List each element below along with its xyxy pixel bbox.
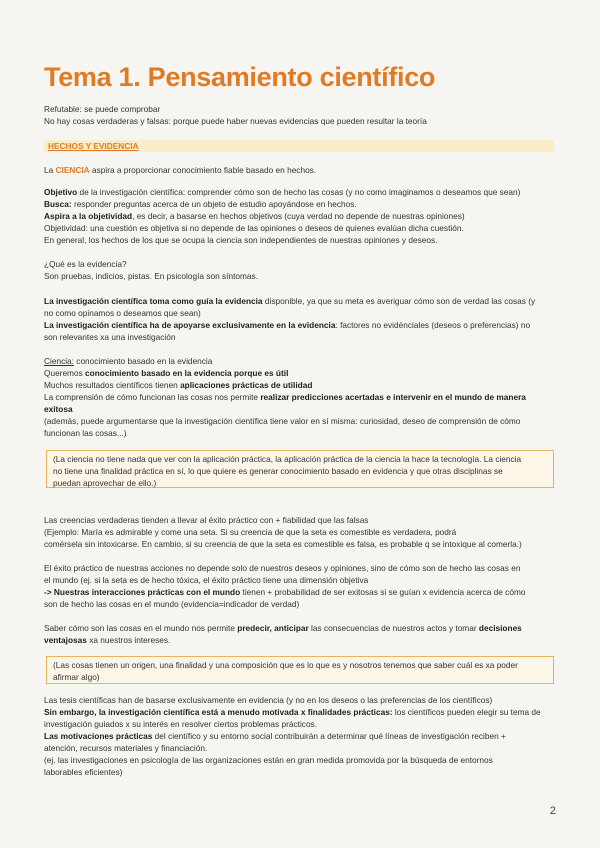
- text-span: los científicos pueden elegir su tema de: [392, 707, 541, 717]
- paragraph-line: [44, 563, 520, 573]
- text-span: Queremos: [44, 368, 86, 378]
- text-span: conocimiento basado en la evidencia: [73, 356, 213, 366]
- paragraph-line: [44, 755, 493, 765]
- paragraph-line: [44, 211, 465, 221]
- text-span: las consecuencias de nuestros actos y tomar: [308, 623, 479, 633]
- paragraph-line: [44, 428, 127, 438]
- bold-term: realizar predicciones acertadas e intervenir en el mundo de manera: [260, 392, 526, 402]
- bold-term: conocimiento basado en la evidencia porque es útil: [85, 368, 289, 378]
- text-span: del científico y su entorno social contribuirán a determinar qué líneas de investigación reciben +: [152, 731, 506, 741]
- paragraph-line: comérsela sin intoxicarse. En cambio, si su creencia de que la seta es comestible es falsa, es probable q se intoxique al comerla.): [44, 539, 522, 549]
- note-line: no tiene una finalidad práctica en sí, lo que quiere es generar conocimiento basado en evidencia y que otras disciplinas se: [53, 466, 503, 476]
- paragraph-line: Las creencias verdaderas tienden a llevar al éxito práctico con + fiabilidad que las falsas: [44, 515, 369, 525]
- paragraph-line: [44, 635, 170, 645]
- paragraph-line: [44, 707, 541, 717]
- underlined-term: Ciencia:: [44, 356, 74, 366]
- text-span: Saber cómo son las cosas en el mundo nos permite: [44, 623, 238, 633]
- paragraph-line: [44, 416, 520, 426]
- text-span: laborables eficientes): [44, 767, 123, 777]
- text-span: aspira a proporcionar conocimiento fiable basado en hechos.: [89, 165, 317, 175]
- text-span: de la investigación científica: comprender cómo son de hecho las cosas (y no como imaginamos o deseamos que sean): [77, 187, 521, 197]
- bold-term: ventajosas: [44, 635, 87, 645]
- paragraph-line: Son pruebas, indicios, pistas. En psicología son síntomas.: [44, 271, 258, 281]
- paragraph-line: [44, 199, 357, 209]
- text-span: La comprensión de cómo funcionan las cosas nos permite: [44, 392, 261, 402]
- paragraph-line: [44, 392, 526, 402]
- paragraph-ciencia: [44, 165, 316, 175]
- paragraph-line: [44, 731, 506, 741]
- paragraph-line: [44, 187, 520, 197]
- text-span: xa nuestros intereses.: [86, 635, 171, 645]
- text-span: responder preguntas acerca de un objeto de estudio apoyándose en hechos.: [71, 199, 357, 209]
- text-span: disponible, ya que su meta es averiguar cómo son de verdad las cosas (y: [262, 296, 536, 306]
- paragraph-line: [44, 356, 212, 366]
- text-span: funcionan las cosas...): [44, 428, 127, 438]
- bold-term: La investigación científica toma como guía la evidencia: [44, 296, 263, 306]
- text-span: son relevantes xa una investigación: [44, 332, 176, 342]
- text-span: La: [44, 165, 56, 175]
- note-line: (La ciencia no tiene nada que ver con la aplicación práctica, la aplicación práctica de la ciencia la hace la tecnología. La ciencia: [53, 454, 522, 464]
- bold-term: Aspira a la objetividad: [44, 211, 133, 221]
- paragraph-line: [44, 695, 492, 705]
- bold-term: La investigación científica ha de apoyarse exclusivamente en la evidencia: [44, 320, 336, 330]
- paragraph-line: [44, 599, 299, 609]
- text-span: atención, recursos materiales y financiación.: [44, 743, 208, 753]
- text-span: Muchos resultados científicos tienen: [44, 380, 181, 390]
- bold-term: predecir, anticipar: [237, 623, 309, 633]
- paragraph-line: [44, 308, 201, 318]
- text-span: son de hecho las cosas en el mundo (evidencia=indicador de verdad): [44, 599, 300, 609]
- bold-term: decisiones: [478, 623, 522, 633]
- text-span: Objetividad: una cuestión es objetiva si no depende de las opiniones o deseos de quienes evalúan dicha cuestión.: [44, 223, 464, 233]
- paragraph-line: [44, 743, 207, 753]
- note-line: puedan aprovechar de ello.): [53, 478, 157, 488]
- text-span: (además, puede argumentarse que la investigación científica tiene valor en sí misma: curiosidad, deseo de comprensión de cómo: [44, 416, 521, 426]
- paragraph-line: [44, 235, 437, 245]
- text-span: investigación guiados x su interés en resolver ciertos problemas prácticos.: [44, 719, 318, 729]
- question-line: ¿Qué es la evidencia?: [44, 259, 127, 269]
- page-number: 2: [549, 805, 556, 817]
- paragraph-line: (Ejemplo: María es admirable y come una seta. Si su creencia de que la seta es comestible es verdadera, podrá: [44, 527, 457, 537]
- text-span: (ej. las investigaciones en psicología de las organizaciones están en gran medida promovida por la búsqueda de entornos: [44, 755, 493, 765]
- paragraph-line: [44, 719, 317, 729]
- text-span: El éxito práctico de nuestras acciones no depende solo de nuestros deseos y opiniones, sino de cómo son de hecho las cosas en: [44, 563, 521, 573]
- bold-term: Las motivaciones prácticas: [44, 731, 153, 741]
- highlight-term: CIENCIA: [55, 165, 90, 175]
- text-span: , es decir, a basarse en hechos objetivos (cuya verdad no depende de nuestras opiniones): [132, 211, 465, 221]
- note-line: (Las cosas tienen un origen, una finalidad y una composición que es lo que es y nosotros tenemos que saber cuál es xa poder: [53, 660, 518, 670]
- paragraph-line: [44, 587, 525, 597]
- paragraph-line: [44, 767, 122, 777]
- intro-line: No hay cosas verdaderas y falsas: porque puede haber nuevas evidencias que pueden resultar la teoría: [44, 116, 427, 126]
- paragraph-line: [44, 623, 522, 633]
- note-box: [46, 450, 554, 488]
- text-span: no como opinamos o deseamos que sean): [44, 308, 201, 318]
- paragraph-line: [44, 404, 73, 414]
- bold-term: aplicaciones prácticas de utilidad: [180, 380, 313, 390]
- paragraph-line: [44, 296, 535, 306]
- paragraph-line: [44, 575, 368, 585]
- bold-term: exitosa: [44, 404, 73, 414]
- text-span: el mundo (ej. si la seta es de hecho tóxica, el éxito práctico tiene una dimensión objetiva: [44, 575, 369, 585]
- paragraph-line: [44, 223, 464, 233]
- bold-term: Objetivo: [44, 187, 78, 197]
- bold-term: Busca:: [44, 199, 72, 209]
- text-span: tienen + probabilidad de ser exitosas si se guían x evidencia acerca de cómo: [240, 587, 526, 597]
- page-title: Tema 1. Pensamiento científico: [44, 62, 436, 92]
- text-span: Las tesis científicas han de basarse exclusivamente en evidencia (y no en los deseos o las preferencias de los científicos): [44, 695, 493, 705]
- paragraph-line: [44, 380, 312, 390]
- paragraph-line: [44, 332, 175, 342]
- section-heading: HECHOS Y EVIDENCIA: [48, 141, 139, 151]
- note-line: afirmar algo): [53, 672, 100, 682]
- paragraph-line: [44, 368, 288, 378]
- bold-term: Sin embargo, la investigación científica está a menudo motivada x finalidades prácticas:: [44, 707, 393, 717]
- bold-term: -> Nuestras interacciones prácticas con el mundo: [44, 587, 241, 597]
- text-span: : factores no evidénciales (deseos o preferencias) no: [335, 320, 531, 330]
- paragraph-line: [44, 320, 530, 330]
- intro-line: Refutable: se puede comprobar: [44, 104, 161, 114]
- text-span: En general, los hechos de los que se ocupa la ciencia son independientes de nuestras opiniones y deseos.: [44, 235, 438, 245]
- note-box: [46, 656, 554, 684]
